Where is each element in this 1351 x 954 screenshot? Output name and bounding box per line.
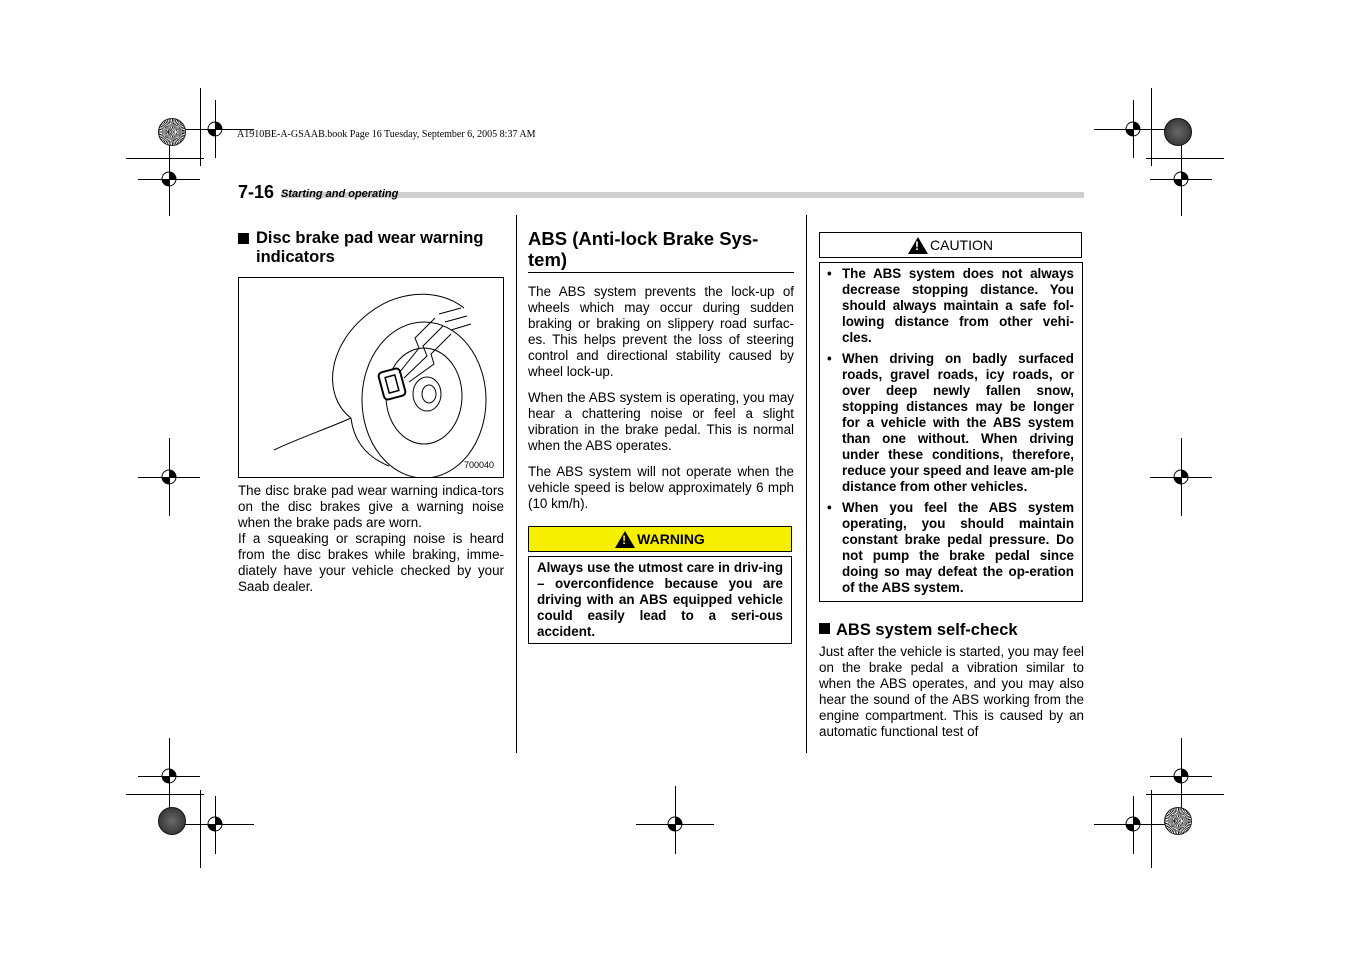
- caution-list: [820, 266, 1074, 596]
- abs-heading: ABS (Anti-lock Brake Sys-tem): [528, 228, 759, 270]
- paragraph: The disc brake pad wear warning indica-tors on the disc brakes give a warning noise when the brake pads are worn.: [238, 483, 504, 530]
- abs-self-check-heading: [819, 621, 1085, 640]
- caution-box: [819, 262, 1083, 602]
- disc-brake-body: [238, 483, 504, 595]
- caution-triangle-icon: [908, 237, 928, 254]
- square-bullet-icon: [238, 233, 249, 244]
- caution-item: • When driving on badly surfaced roads, gravel roads, icy roads, or over deep newly fallen snow, stopping distances may be longer for a vehicle with the ABS system than one without. When driving under these conditions, therefore, reduce your speed and leave am-ple distance from other vehicles.: [820, 351, 1074, 495]
- disc-brake-heading: [238, 229, 508, 267]
- square-bullet-icon: [819, 623, 830, 634]
- section-title: Starting and operating: [281, 188, 399, 200]
- heading-text: Disc brake pad wear warning indicators: [256, 229, 484, 266]
- brake-figure: [238, 277, 504, 478]
- paragraph: Just after the vehicle is started, you may feel on the brake pedal a vibration similar to when the ABS operates, and you may also hear the sound of the ABS working from the engine compartment. This is caused by an automatic functional test of: [819, 644, 1084, 739]
- paragraph: The ABS system will not operate when the vehicle speed is below approximately 6 mph (10 km/h).: [528, 464, 794, 511]
- column-divider: [516, 215, 517, 753]
- paragraph: The ABS system prevents the lock-up of wheels which may occur during sudden braking or braking on slippery road surfac-es. This helps prevent the loss of steering control and directional stability caused by wheel lock-up.: [528, 284, 794, 379]
- paragraph: If a squeaking or scraping noise is heard from the disc brakes while braking, imme-diately have your vehicle checked by your Saab dealer.: [238, 531, 504, 594]
- abs-body: [528, 284, 794, 512]
- print-info: A1910BE-A-GSAAB.book Page 16 Tuesday, September 6, 2005 8:37 AM: [237, 129, 536, 140]
- paragraph: When the ABS system is operating, you may hear a chattering noise or feel a slight vibration in the brake pedal. This is normal when the ABS operates.: [528, 390, 794, 453]
- column-divider: [806, 215, 807, 753]
- caution-item: • When you feel the ABS system operating, you should maintain constant brake pedal pressure. Do not pump the brake pedal since doing so may defeat the op-eration of the ABS system.: [820, 500, 1074, 596]
- heading-text: ABS system self-check: [836, 621, 1018, 639]
- warning-triangle-icon: [615, 531, 635, 548]
- warning-text: Always use the utmost care in driv-ing – overconfidence because you are driving with an ABS equipped vehicle could easily lead to a seri-ous accident.: [537, 560, 783, 639]
- warning-box: [528, 556, 792, 644]
- page-number: 7-16: [238, 182, 275, 202]
- caution-label: [819, 232, 1082, 258]
- abs-self-check-body: [819, 644, 1084, 740]
- caution-item: • The ABS system does not always decrease stopping distance. You should always maintain a safe fol-lowing distance from other vehi-cles.: [820, 266, 1074, 346]
- brake-disc-illustration: [239, 278, 503, 477]
- warning-label: [528, 526, 792, 552]
- warning-label-text: WARNING: [637, 531, 705, 547]
- figure-code: 700040: [463, 460, 494, 470]
- header-bar: [281, 192, 1084, 198]
- caution-label-text: CAUTION: [930, 237, 993, 253]
- heading-rule: [528, 272, 794, 273]
